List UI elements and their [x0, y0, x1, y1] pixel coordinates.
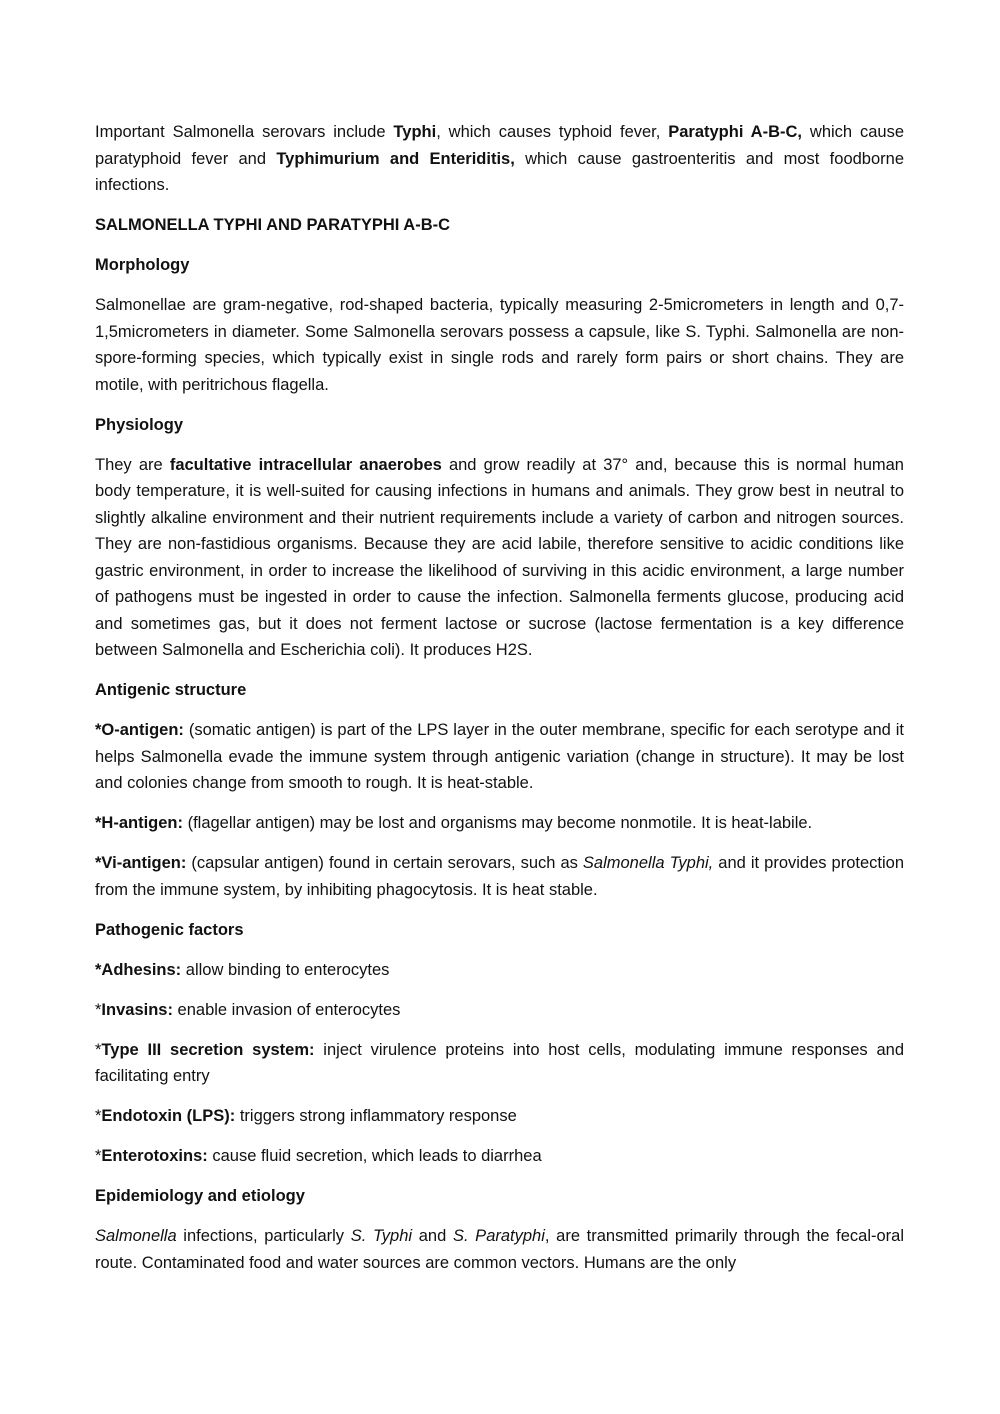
- section-title: SALMONELLA TYPHI AND PARATYPHI A-B-C: [95, 216, 451, 234]
- physiology-paragraph: They are facultative intracellular anaerobes and grow readily at 37° and, because this is normal human body temperature, it is well-suited for causing infections in humans and animals. They grow best in neutral to slightly alkaline environment and their nutrient requirements include a variety of carbon and nitrogen sources. They are non-fastidious organisms. Because they are acid labile, therefore sensitive to acidic conditions like gastric environment, in order to increase the likelihood of surviving in this acidic environment, a large number of pathogens must be ingested in order to cause the infection. Salmonella ferments glucose, producing acid and sometimes gas, but it does not ferment lactose or sucrose (lactose fermentation is a key difference between Salmonella and Escherichia coli). It produces H2S.: [95, 455, 904, 659]
- serovar-typhi: Typhi: [393, 123, 437, 141]
- serovar-paratyphi: Paratyphi A-B-C,: [668, 123, 803, 141]
- morphology-heading: Morphology: [95, 256, 190, 274]
- o-antigen-label: *O-antigen:: [95, 721, 184, 739]
- facultative-term: facultative intracellular anaerobes: [169, 455, 442, 474]
- pathogenic-item-enterotoxins: *Enterotoxins: cause fluid secretion, which leads to diarrhea: [95, 1147, 542, 1165]
- h-antigen-label: *H-antigen:: [95, 814, 183, 832]
- antigenic-heading: Antigenic structure: [95, 681, 247, 699]
- pathogenic-item-endotoxin: *Endotoxin (LPS): triggers strong inflammatory response: [95, 1107, 517, 1125]
- pathogenic-item-invasins: *Invasins: enable invasion of enterocytes: [95, 1000, 401, 1019]
- epidemiology-heading: Epidemiology and etiology: [95, 1187, 305, 1205]
- document-page: [95, 119, 904, 1290]
- o-antigen-paragraph: *O-antigen: (somatic antigen) is part of the LPS layer in the outer membrane, specific for each serotype and it helps Salmonella evade the immune system through antigenic variation (change in structure). It may be lost and colonies change from smooth to rough. It is heat-stable.: [95, 721, 904, 792]
- serovar-typhimurium: Typhimurium and Enteriditis,: [276, 149, 515, 168]
- pathogenic-item-t3ss: *Type III secretion system: inject virulence proteins into host cells, modulating immune responses and facilitating entry: [95, 1040, 904, 1085]
- h-antigen-paragraph: *H-antigen: (flagellar antigen) may be lost and organisms may become nonmotile. It is heat-labile.: [95, 814, 813, 832]
- vi-antigen-paragraph: *Vi-antigen: (capsular antigen) found in certain serovars, such as Salmonella Typhi, and it provides protection from the immune system, by inhibiting phagocytosis. It is heat stable.: [95, 854, 904, 899]
- epidemiology-paragraph: Salmonella infections, particularly S. Typhi and S. Paratyphi, are transmitted primarily through the fecal-oral route. Contaminated food and water sources are common vectors. Humans are the only: [95, 1227, 905, 1272]
- physiology-heading: Physiology: [95, 415, 184, 434]
- pathogenic-item-adhesins: *Adhesins: allow binding to enterocytes: [95, 960, 390, 979]
- vi-antigen-label: *Vi-antigen:: [95, 854, 187, 872]
- pathogenic-heading: Pathogenic factors: [95, 920, 244, 939]
- intro-paragraph: Important Salmonella serovars include Typhi, which causes typhoid fever, Paratyphi A-B-C, which cause paratyphoid fever and Typhimurium and Enteriditis, which cause gastroenteritis and most foodborne infections.: [95, 123, 905, 194]
- morphology-paragraph: Salmonellae are gram-negative, rod-shaped bacteria, typically measuring 2-5micrometers in length and 0,7-1,5micrometers in diameter. Some Salmonella serovars possess a capsule, like S. Typhi. Salmonella are non-spore-forming species, which typically exist in single rods and rarely form pairs or short chains. They are motile, with peritrichous flagella.: [95, 296, 904, 394]
